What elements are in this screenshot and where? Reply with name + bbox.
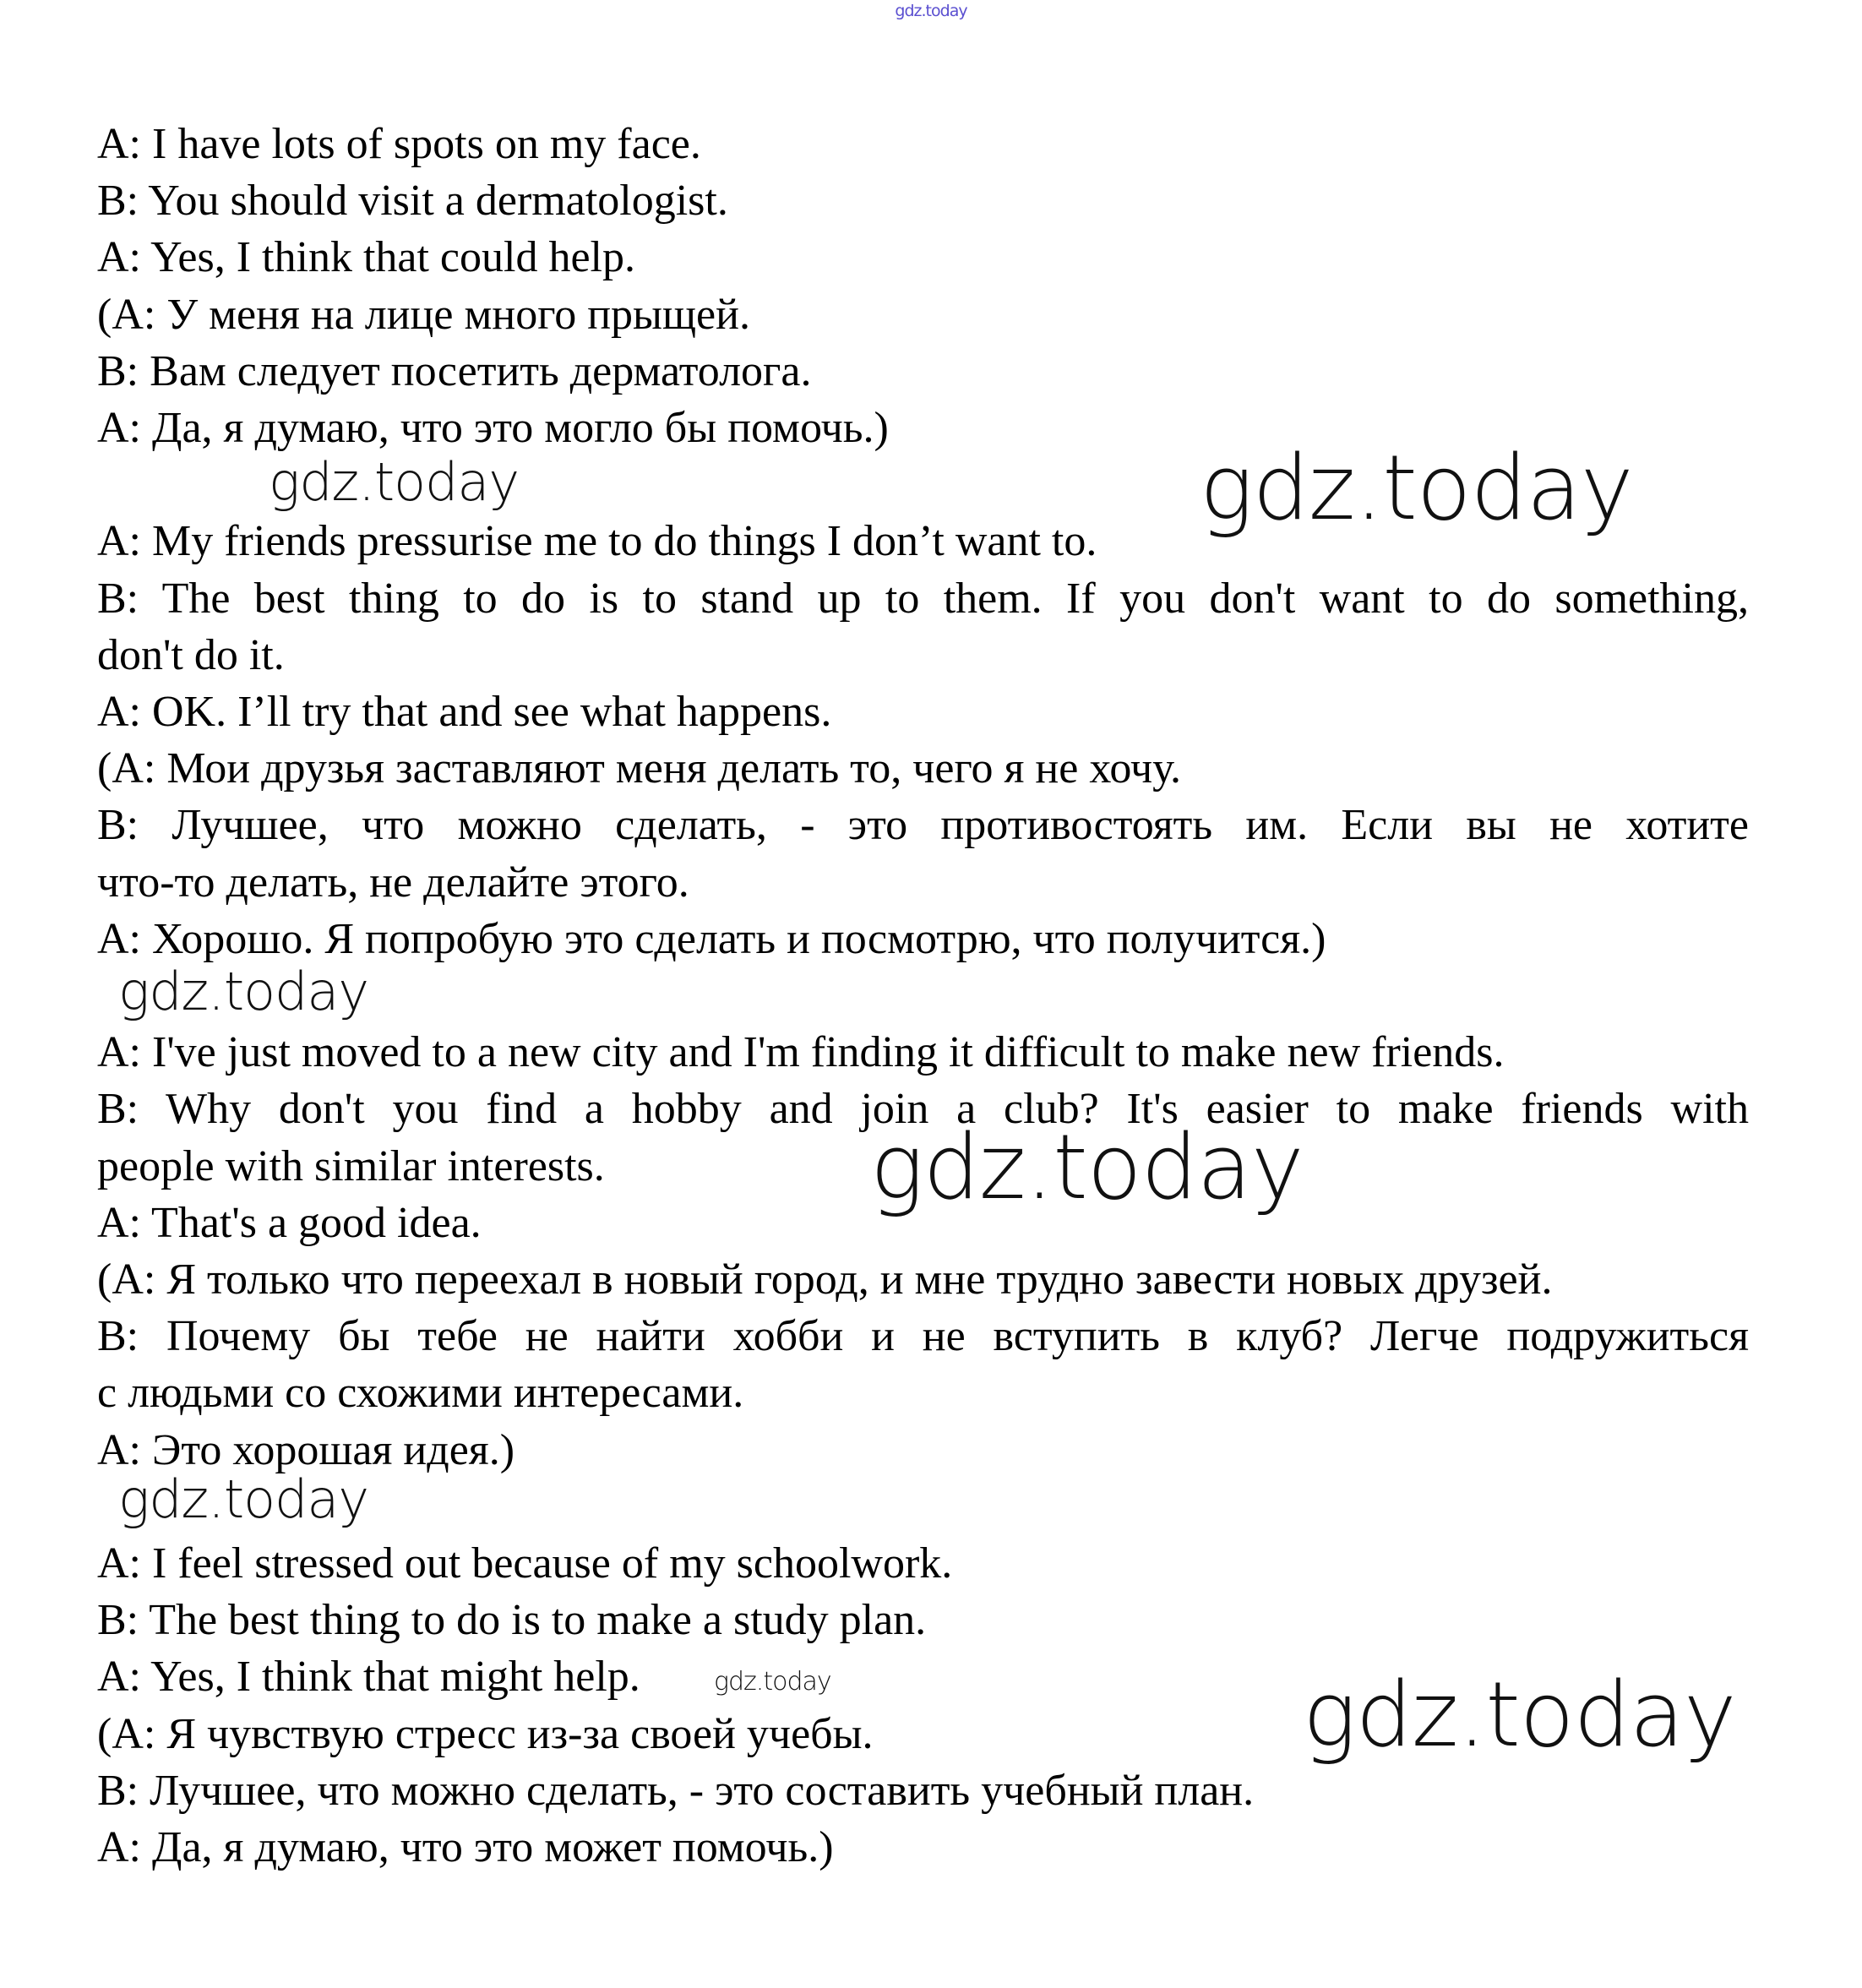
dialogue-2 <box>97 513 1749 967</box>
watermark: gdz.today <box>714 1667 831 1697</box>
dialogue-line: B: The best thing to do is to stand up to them. If you don't want to do something, <box>97 574 1749 623</box>
dialogue-line: don't do it. <box>97 630 285 679</box>
translation-line: (A: Я только что переехал в новый город, и мне трудно завести новых друзей. <box>97 1255 1553 1304</box>
dialogue-line: A: Yes, I think that might help. <box>97 1653 640 1702</box>
dialogue-line: A: I feel stressed out because of my schoolwork. <box>97 1539 953 1588</box>
dialogue-line: A: I've just moved to a new city and I'm finding it difficult to make new friends. <box>97 1028 1505 1077</box>
translation-line: A: Да, я думаю, что это может помочь.) <box>97 1823 834 1872</box>
site-mark-header: gdz.today <box>895 2 967 20</box>
watermark: gdz.today <box>1200 436 1633 540</box>
dialogue-1 <box>97 116 1749 456</box>
translation-line: A: Да, я думаю, что это могло бы помочь.) <box>97 404 889 453</box>
dialogue-line: people with similar interests. <box>97 1141 605 1190</box>
translation-line: (A: У меня на лице много прыщей. <box>97 290 750 339</box>
dialogue-line: B: Why don't you find a hobby and join a club? It's easier to make friends with <box>97 1085 1749 1134</box>
translation-line: A: Хорошо. Я попробую это сделать и посмотрю, что получится.) <box>97 914 1326 963</box>
translation-line: с людьми со схожими интересами. <box>97 1369 744 1418</box>
dialogue-line: B: You should visit a dermatologist. <box>97 177 728 226</box>
dialogue-line: A: Yes, I think that could help. <box>97 233 635 282</box>
translation-line: (A: Мои друзья заставляют меня делать то, чего я не хочу. <box>97 744 1181 793</box>
translation-line: B: Почему бы тебе не найти хобби и не вступить в клуб? Легче подружиться <box>97 1312 1749 1361</box>
watermark: gdz.today <box>118 961 369 1022</box>
translation-line: B: Вам следует посетить дерматолога. <box>97 346 812 395</box>
translation-line: A: Это хорошая идея.) <box>97 1425 515 1474</box>
translation-line: что-то делать, не делайте этого. <box>97 858 689 907</box>
dialogue-line: A: My friends pressurise me to do things I don’t want to. <box>97 517 1097 566</box>
dialogue-line: B: The best thing to do is to make a study plan. <box>97 1596 927 1645</box>
watermark: gdz.today <box>269 451 520 513</box>
dialogue-line: A: OK. I’ll try that and see what happens. <box>97 688 832 737</box>
dialogue-line: A: I have lots of spots on my face. <box>97 120 701 168</box>
translation-line: B: Лучшее, что можно сделать, - это противостоять им. Если вы не хотите <box>97 801 1749 850</box>
watermark: gdz.today <box>870 1115 1304 1219</box>
translation-line: (A: Я чувствую стресс из-за своей учебы. <box>97 1709 874 1758</box>
dialogue-3 <box>97 1024 1749 1479</box>
translation-line: B: Лучшее, что можно сделать, - это составить учебный план. <box>97 1766 1255 1815</box>
watermark: gdz.today <box>1303 1663 1736 1767</box>
watermark: gdz.today <box>118 1468 369 1530</box>
dialogue-line: A: That's a good idea. <box>97 1198 482 1247</box>
